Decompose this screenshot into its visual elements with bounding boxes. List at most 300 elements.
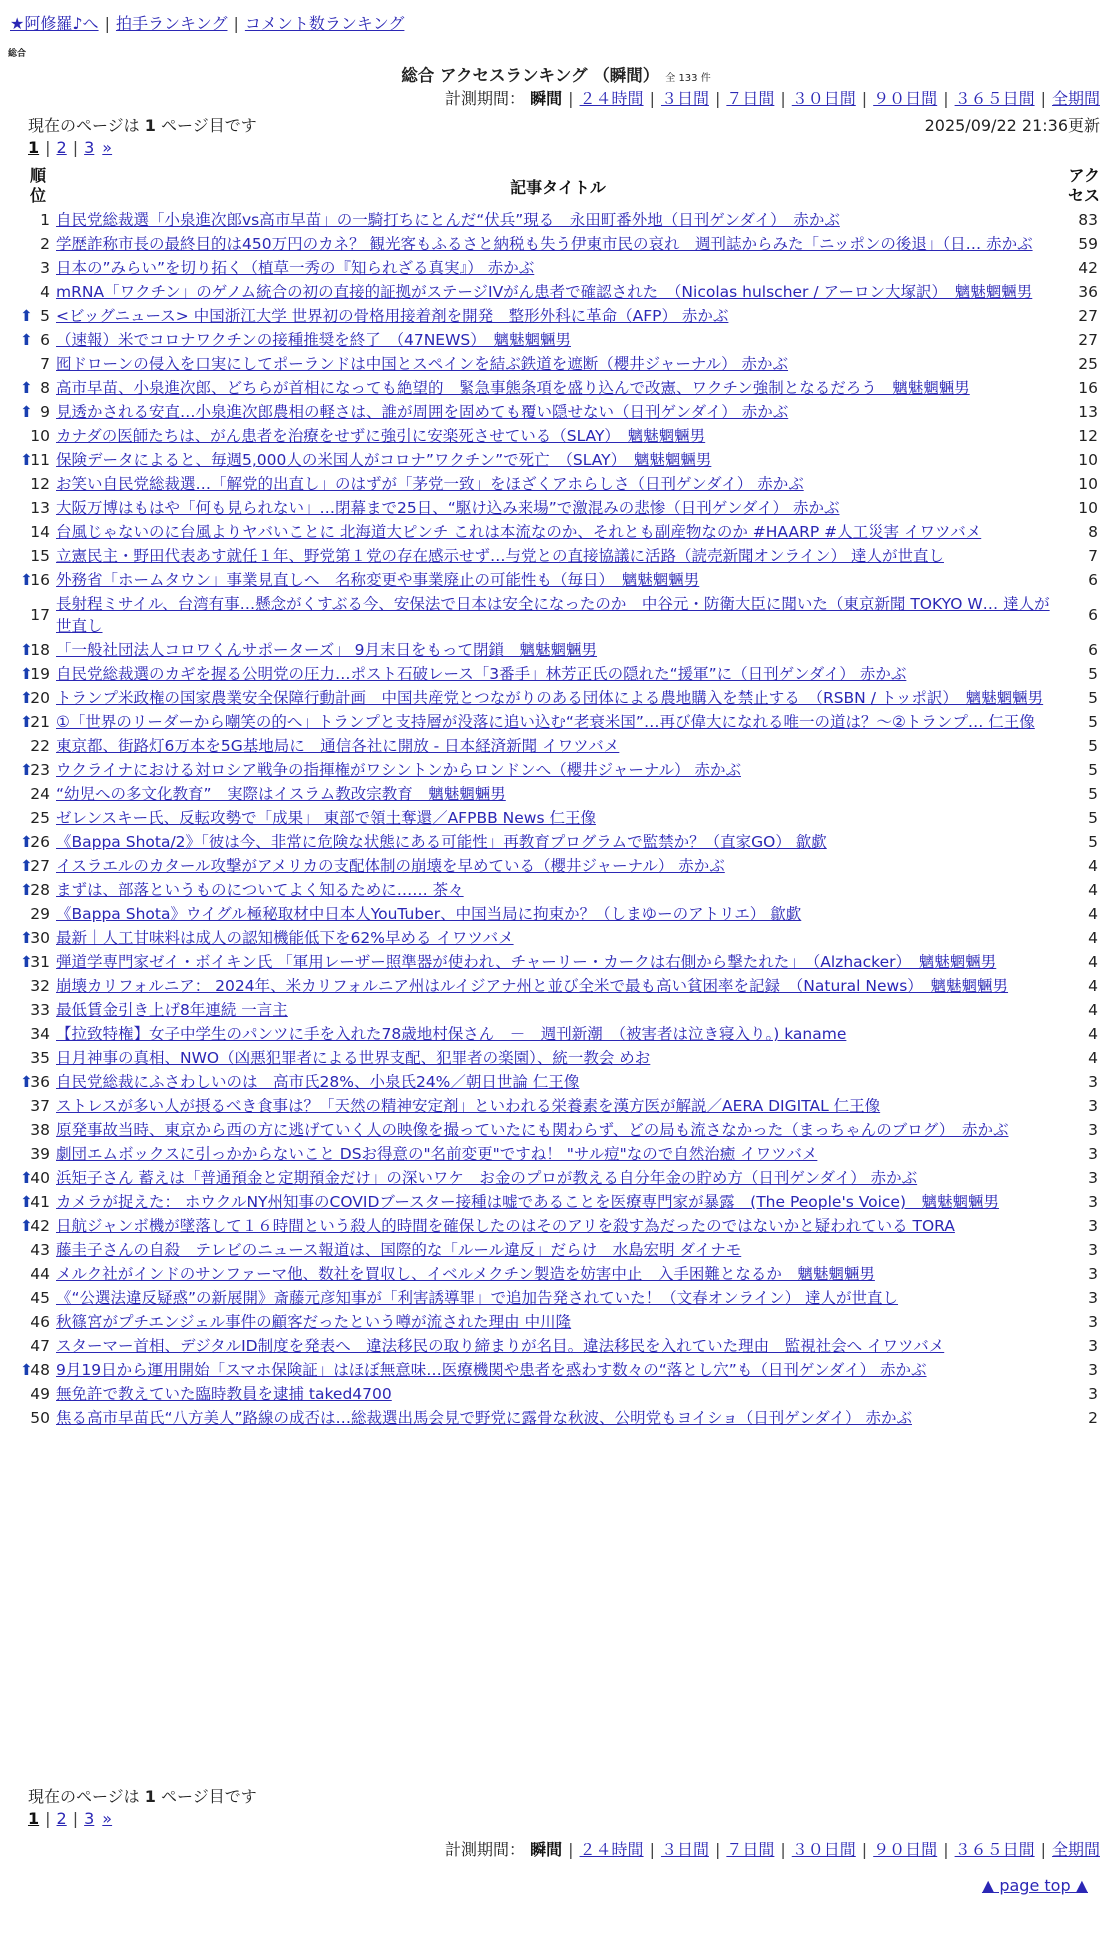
table-row [20, 1262, 1100, 1286]
article-title-link[interactable]: 見透かされる安直…小泉進次郎農相の軽さは、誰が周囲を固めても覆い隠せない（日刊ゲンダイ） 赤かぶ [56, 403, 789, 421]
rank-number: 16 [30, 571, 50, 589]
article-title-link[interactable]: 原発事故当時、東京から西の方に逃げていく人の映像を撮っていたにも関わらず、どの局も流さなかった（まっちゃんのブログ） 赤かぶ [56, 1121, 1009, 1139]
rank-number: 47 [30, 1337, 50, 1355]
table-row [20, 1190, 1100, 1214]
pager-separator: | [45, 1809, 51, 1828]
table-row [20, 496, 1100, 520]
article-title-link[interactable]: 弾道学専門家ゼイ・ボイキン氏 「軍用レーザー照準器が使われ、チャーリー・カークは右側から撃たれた」 （Alzhacker） 魑魅魍魎男 [56, 953, 997, 971]
rank-arrow-cell [20, 782, 30, 806]
table-row [20, 472, 1100, 496]
article-title-cell [56, 1166, 1060, 1190]
access-count: 4 [1088, 1001, 1098, 1019]
table-row [20, 1310, 1100, 1334]
access-count: 3 [1088, 1337, 1098, 1355]
period-link-30d[interactable]: ３０日間 [791, 89, 856, 108]
rank-number: 11 [30, 451, 50, 469]
access-count: 42 [1078, 259, 1098, 277]
rank-number: 3 [40, 259, 50, 277]
article-title-cell [56, 1214, 1060, 1238]
article-title-cell [56, 1334, 1060, 1358]
article-title-cell [56, 806, 1060, 830]
period-separator: | [861, 89, 868, 108]
article-title-cell [56, 544, 1060, 568]
period-separator: | [780, 89, 786, 108]
rank-number: 10 [30, 427, 50, 445]
table-row [20, 208, 1100, 232]
table-row [20, 1118, 1100, 1142]
pager-link-2[interactable]: 2 [56, 1809, 67, 1828]
current-page-text-top [28, 113, 257, 136]
table-row [20, 280, 1100, 304]
article-title-cell [56, 352, 1060, 376]
pager-link-3[interactable]: 3 [84, 1809, 95, 1828]
rank-up-arrow-icon: ⬆ [20, 379, 33, 397]
pager-next[interactable]: » [102, 138, 113, 157]
article-title-cell [56, 568, 1060, 592]
rank-up-arrow-icon: ⬆ [20, 665, 33, 683]
article-title-cell [56, 782, 1060, 806]
article-title-link[interactable]: スターマー首相、デジタルID制度を発表へ 違法移民の取り締まりが名目。違法移民を入れていた理由 監視社会へ イワツバメ [56, 1337, 945, 1355]
article-title-link[interactable]: 秋篠宮がプチエンジェル事件の顧客だったという噂が流された理由 中川隆 [56, 1313, 572, 1331]
period-link-90d[interactable]: ９０日間 [873, 1840, 938, 1859]
rank-number: 15 [30, 547, 50, 565]
period-link-7d[interactable]: ７日間 [726, 1840, 775, 1859]
rank-number: 34 [30, 1025, 50, 1043]
article-title-link[interactable]: 保険データによると、毎週5,000人の米国人がコロナ”ワクチン”で死亡 （SLAY） 魑魅魍魎男 [56, 451, 712, 469]
rank-number: 48 [30, 1361, 50, 1379]
article-title-link[interactable]: メルク社がインドのサンファーマ他、数社を買収し、イベルメクチン製造を妨害中止 入手困難となるか 魑魅魍魎男 [56, 1265, 875, 1283]
period-separator: | [1040, 1840, 1046, 1859]
total-count: 全 133 件 [665, 73, 711, 84]
rank-arrow-cell [20, 1262, 30, 1286]
rank-up-arrow-icon: ⬆ [20, 713, 33, 731]
period-link-7d[interactable]: ７日間 [726, 89, 775, 108]
rank-arrow-cell [20, 1310, 30, 1334]
article-title-link[interactable]: 東京都、街路灯6万本を5G基地局に 通信各社に開放 - 日本経済新聞 イワツバメ [56, 737, 620, 755]
period-current: 瞬間 [530, 89, 563, 108]
article-title-link[interactable]: 浜矩子さん 蓄えは「普通預金と定期預金だけ」の深いワケ お金のプロが教える自分年金の貯め方（日刊ゲンダイ） 赤かぶ [56, 1169, 918, 1187]
rank-number: 20 [30, 689, 50, 707]
pager-separator: | [72, 1809, 79, 1828]
period-link-365d[interactable]: ３６５日間 [954, 89, 1035, 108]
pager-separator: | [45, 138, 51, 157]
article-title-link[interactable]: ゼレンスキー氏、反転攻勢で「成果」 東部で領土奪還／AFPBB News 仁王像 [56, 809, 596, 827]
article-title-link[interactable]: 外務省「ホームタウン」事業見直しへ 名称変更や事業廃止の可能性も（毎日） 魑魅魍魎男 [56, 571, 700, 589]
article-title-cell [56, 1262, 1060, 1286]
rank-arrow-cell [20, 208, 30, 232]
current-page-prefix: 現在のページは [28, 116, 140, 135]
rank-number: 30 [30, 929, 50, 947]
article-title-cell [56, 1190, 1060, 1214]
rank-number: 5 [40, 307, 50, 325]
article-title-cell [56, 280, 1060, 304]
rank-number: 9 [40, 403, 50, 421]
current-page-suffix: ページ目です [161, 1787, 257, 1806]
access-count: 59 [1078, 235, 1098, 253]
rank-up-arrow-icon: ⬆ [20, 641, 33, 659]
table-row [20, 710, 1100, 734]
rank-number: 32 [30, 977, 50, 995]
table-row [20, 1046, 1100, 1070]
rank-number: 22 [30, 737, 50, 755]
article-title-cell [56, 1046, 1060, 1070]
rank-arrow-cell [20, 1286, 30, 1310]
article-title-link[interactable]: 長射程ミサイル、台湾有事…懸念がくすぶる今、安保法で日本は安全になったのか 中谷元・防衛大臣に聞いた（東京新聞 TOKYO W… 達人が世直し [56, 595, 1050, 635]
access-count: 83 [1078, 211, 1098, 229]
pager-link-2[interactable]: 2 [56, 138, 67, 157]
article-title-cell [56, 1382, 1060, 1406]
article-title-link[interactable]: 日航ジャンボ機が墜落して１６時間という殺人的時間を確保したのはそのアリを殺す為だったのではないかと疑われている TORA [56, 1217, 955, 1235]
access-count: 2 [1088, 1409, 1098, 1427]
access-count: 36 [1078, 283, 1098, 301]
article-title-link[interactable]: mRNA「ワクチン」のゲノム統合の初の直接的証拠がステージIVがん患者で確認された （Nicolas hulscher / アーロン大塚訳） 魑魅魍魎男 [56, 283, 1033, 301]
table-row [20, 328, 1100, 352]
access-count: 3 [1088, 1193, 1098, 1211]
period-selector-bottom [445, 1837, 1100, 1860]
access-count: 3 [1088, 1289, 1098, 1307]
table-row [20, 424, 1100, 448]
ranking-rows [20, 208, 1100, 1430]
access-count: 10 [1078, 499, 1098, 517]
access-count: 4 [1088, 953, 1098, 971]
article-title-cell [56, 638, 1060, 662]
article-title-link[interactable]: ウクライナにおける対ロシア戦争の指揮権がワシントンからロンドンへ（櫻井ジャーナル） 赤かぶ [56, 761, 741, 779]
access-count: 5 [1088, 833, 1098, 851]
article-title-link[interactable]: ①「世界のリーダーから嘲笑の的へ」トランプと支持層が没落に追い込む“老衰米国”…再び偉大になれる唯一の道は？～②トランプ… 仁王像 [56, 713, 1035, 731]
access-count: 3 [1088, 1361, 1098, 1379]
article-title-cell [56, 878, 1060, 902]
rank-up-arrow-icon: ⬆ [20, 403, 33, 421]
access-count: 4 [1088, 929, 1098, 947]
rank-number: 21 [30, 713, 50, 731]
period-separator: | [568, 89, 574, 108]
rank-up-arrow-icon: ⬆ [20, 857, 33, 875]
rank-arrow-cell [20, 902, 30, 926]
access-count: 5 [1088, 737, 1098, 755]
article-title-link[interactable]: カナダの医師たちは、がん患者を治療をせずに強引に安楽死させている（SLAY） 魑魅魍魎男 [56, 427, 706, 445]
period-link-30d[interactable]: ３０日間 [791, 1840, 856, 1859]
clap-ranking-link[interactable]: 拍手ランキング [115, 14, 228, 33]
article-title-link[interactable]: お笑い自民党総裁選…「解党的出直し」のはずが「茅党一致」をほざくアホらしさ（日刊ゲンダイ） 赤かぶ [56, 475, 804, 493]
rank-arrow-cell [20, 1382, 30, 1406]
rank-number: 37 [30, 1097, 50, 1115]
rank-arrow-cell [20, 592, 30, 638]
access-count: 5 [1088, 689, 1098, 707]
article-title-link[interactable]: 9月19日から運用開始「スマホ保険証」はほぼ無意味…医療機関や患者を惑わす数々の“落とし穴”も（日刊ゲンダイ） 赤かぶ [56, 1361, 927, 1379]
table-row [20, 568, 1100, 592]
access-count: 5 [1088, 761, 1098, 779]
article-title-cell [56, 472, 1060, 496]
rank-arrow-cell [20, 1046, 30, 1070]
rank-number: 4 [40, 283, 50, 301]
access-header [1060, 164, 1100, 208]
article-title-link[interactable]: （速報）米でコロナワクチンの接種推奨を終了 （47NEWS） 魑魅魍魎男 [56, 331, 572, 349]
nav-separator: | [104, 14, 110, 33]
article-title-link[interactable]: 立憲民主・野田代表あす就任１年、野党第１党の存在感示せず…与党との直接協議に活路（読売新聞オンライン） 達人が世直し [56, 547, 944, 565]
period-separator: | [780, 1840, 786, 1859]
access-count: 16 [1078, 379, 1098, 397]
article-title-cell [56, 1022, 1060, 1046]
table-row [20, 1214, 1100, 1238]
article-title-link[interactable]: 藤圭子さんの自殺 テレビのニュース報道は、国際的な「ルール違反」だらけ 水島宏明 ダイナモ [56, 1241, 742, 1259]
article-title-cell [56, 710, 1060, 734]
access-count: 6 [1088, 571, 1098, 589]
period-separator: | [649, 89, 655, 108]
table-row [20, 1358, 1100, 1382]
rank-up-arrow-icon: ⬆ [20, 1169, 33, 1187]
rank-arrow-cell [20, 1142, 30, 1166]
access-count: 7 [1088, 547, 1098, 565]
period-separator: | [714, 1840, 721, 1859]
period-link-90d[interactable]: ９０日間 [873, 89, 938, 108]
rank-arrow-cell [20, 520, 30, 544]
rank-number: 7 [40, 355, 50, 373]
article-title-link[interactable]: 学歴詐称市長の最終目的は450万円のカネ？ 観光客もふるさと納税も失う伊東市民の哀れ 週刊誌からみた「ニッポンの後退」（日… 赤かぶ [56, 235, 1033, 253]
rank-number: 28 [30, 881, 50, 899]
rank-number: 1 [40, 211, 50, 229]
article-title-cell [56, 974, 1060, 998]
rank-number: 49 [30, 1385, 50, 1403]
period-link-365d[interactable]: ３６５日間 [954, 1840, 1035, 1859]
table-row [20, 974, 1100, 998]
rank-number: 13 [30, 499, 50, 517]
article-title-cell [56, 520, 1060, 544]
access-count: 5 [1088, 713, 1098, 731]
article-title-link[interactable]: 「一般社団法人コロワくんサポーターズ」 9月末日をもって閉鎖 魑魅魍魎男 [56, 641, 598, 659]
table-row [20, 758, 1100, 782]
page-top-link[interactable]: ▲ page top ▲ [981, 1876, 1088, 1895]
table-row [20, 1142, 1100, 1166]
rank-number: 45 [30, 1289, 50, 1307]
access-count: 4 [1088, 1049, 1098, 1067]
rank-number: 36 [30, 1073, 50, 1091]
rank-arrow-cell [20, 1118, 30, 1142]
article-title-link[interactable]: 崩壊カリフォルニア： 2024年、米カリフォルニア州はルイジアナ州と並び全米で最も高い貧困率を記録 （Natural News） 魑魅魍魎男 [56, 977, 1009, 995]
rank-number: 39 [30, 1145, 50, 1163]
article-title-link[interactable]: 焦る高市早苗氏“八方美人”路線の成否は…総裁選出馬会見で野党に露骨な秋波、公明党もヨイショ（日刊ゲンダイ） 赤かぶ [56, 1409, 912, 1427]
article-title-link[interactable]: 自民党総裁選「小泉進次郎vs高市早苗」の一騎打ちにとんだ“伏兵”現る 永田町番外地（日刊ゲンダイ） 赤かぶ [56, 211, 840, 229]
table-row [20, 1094, 1100, 1118]
rank-number: 42 [30, 1217, 50, 1235]
rank-up-arrow-icon: ⬆ [20, 689, 33, 707]
rank-number: 12 [30, 475, 50, 493]
access-count: 5 [1088, 785, 1098, 803]
access-count: 3 [1088, 1241, 1098, 1259]
rank-header [20, 164, 56, 208]
rank-number: 33 [30, 1001, 50, 1019]
article-title-link[interactable]: 日本の”みらい”を切り拓く（植草一秀の『知られざる真実』） 赤かぶ [56, 259, 535, 277]
table-row [20, 878, 1100, 902]
article-title-cell [56, 854, 1060, 878]
rank-number: 19 [30, 665, 50, 683]
rank-arrow-cell [20, 1238, 30, 1262]
rank-number: 14 [30, 523, 50, 541]
rank-arrow-cell [20, 280, 30, 304]
table-row [20, 782, 1100, 806]
article-title-link[interactable]: 最新｜人工甘味料は成人の認知機能低下を62%早める イワツバメ [56, 929, 514, 947]
rank-up-arrow-icon: ⬆ [20, 331, 33, 349]
rank-number: 24 [30, 785, 50, 803]
article-title-link[interactable]: 《Bappa Shota》ウイグル極秘取材中日本人YouTuber、中国当局に拘束か？（しまゆーのアトリエ） 歙歔 [56, 905, 802, 923]
home-link[interactable]: ★阿修羅♪へ [10, 14, 99, 33]
rank-up-arrow-icon: ⬆ [20, 451, 33, 469]
table-row [20, 1070, 1100, 1094]
access-count: 3 [1088, 1385, 1098, 1403]
table-row [20, 806, 1100, 830]
page-title-row [0, 62, 1112, 86]
table-row [20, 352, 1100, 376]
current-page-prefix: 現在のページは [28, 1787, 140, 1806]
table-row [20, 1022, 1100, 1046]
article-title-link[interactable]: <ビッグニュース> 中国浙江大学 世界初の骨格用接着剤を開発 整形外科に革命（AFP） 赤かぶ [56, 307, 729, 325]
period-link-all[interactable]: 全期間 [1051, 89, 1100, 108]
period-separator: | [568, 1840, 574, 1859]
rank-up-arrow-icon: ⬆ [20, 1073, 33, 1091]
rank-up-arrow-icon: ⬆ [20, 1361, 33, 1379]
article-title-cell [56, 1118, 1060, 1142]
article-title-link[interactable]: トランプ米政権の国家農業安全保障行動計画 中国共産党とつながりのある団体による農地購入を禁止する （RSBN / トッポ訳） 魑魅魍魎男 [56, 689, 1044, 707]
article-title-link[interactable]: 自民党総裁選のカギを握る公明党の圧力…ポスト石破レース「3番手」林芳正氏の隠れた“援軍”に（日刊ゲンダイ） 赤かぶ [56, 665, 907, 683]
access-count: 10 [1078, 475, 1098, 493]
article-title-link[interactable]: 大阪万博はもはや「何も見られない」…閉幕まで25日、“駆け込み来場”で激混みの悲惨（日刊ゲンダイ） 赤かぶ [56, 499, 840, 517]
article-title-cell [56, 950, 1060, 974]
category-label: 総合 [8, 49, 27, 59]
rank-number: 41 [30, 1193, 50, 1211]
article-title-cell [56, 424, 1060, 448]
table-row [20, 830, 1100, 854]
article-title-cell [56, 232, 1060, 256]
article-title-link[interactable]: 高市早苗、小泉進次郎、どちらが首相になっても絶望的 緊急事態条項を盛り込んで改憲、ワクチン強制となるだろう 魑魅魍魎男 [56, 379, 970, 397]
pager-current: 1 [28, 138, 40, 157]
period-link-24h[interactable]: ２４時間 [579, 1840, 644, 1859]
article-title-link[interactable]: 台風じゃないのに台風よりヤバいことに 北海道大ピンチ これは本流なのか、それとも副産物なのか #HAARP #人工災害 イワツバメ [56, 523, 982, 541]
article-title-cell [56, 758, 1060, 782]
period-separator: | [714, 89, 721, 108]
rank-up-arrow-icon: ⬆ [20, 307, 33, 325]
rank-up-arrow-icon: ⬆ [20, 1217, 33, 1235]
rank-arrow-cell [20, 472, 30, 496]
table-row [20, 304, 1100, 328]
article-title-cell [56, 902, 1060, 926]
access-count: 5 [1088, 665, 1098, 683]
article-title-link[interactable]: “幼児への多文化教育” 実際はイスラム教改宗教育 魑魅魍魎男 [56, 785, 506, 803]
access-count: 4 [1088, 857, 1098, 875]
access-count: 3 [1088, 1265, 1098, 1283]
comment-ranking-link[interactable]: コメント数ランキング [244, 14, 405, 33]
pager-next[interactable]: » [102, 1809, 113, 1828]
article-title-link[interactable]: イスラエルのカタール攻撃がアメリカの支配体制の崩壊を早めている（櫻井ジャーナル） 赤かぶ [56, 857, 725, 875]
access-count: 3 [1088, 1145, 1098, 1163]
article-title-link[interactable]: カメラが捉えた： ホウクルNY州知事のCOVIDブースター接種は嘘であることを医療専門家が暴露 (The People's Voice) 魑魅魍魎男 [56, 1193, 1000, 1211]
rank-arrow-cell [20, 496, 30, 520]
period-link-3d[interactable]: ３日間 [660, 1840, 709, 1859]
rank-arrow-cell [20, 806, 30, 830]
article-title-cell [56, 256, 1060, 280]
table-row [20, 520, 1100, 544]
table-header-row [20, 164, 1100, 208]
pagination-top [28, 138, 112, 157]
access-count: 10 [1078, 451, 1098, 469]
rank-number: 27 [30, 857, 50, 875]
article-title-link[interactable]: 【拉致特権】女子中学生のパンツに手を入れた78歳地村保さん － 週刊新潮 （被害者は泣き寝入り。) kaname [56, 1025, 847, 1043]
rank-up-arrow-icon: ⬆ [20, 881, 33, 899]
rank-arrow-cell [20, 424, 30, 448]
period-link-24h[interactable]: ２４時間 [579, 89, 644, 108]
table-row [20, 1334, 1100, 1358]
rank-up-arrow-icon: ⬆ [20, 571, 33, 589]
article-title-cell [56, 926, 1060, 950]
article-title-link[interactable]: 最低賃金引き上げ8年連続 一言主 [56, 1001, 288, 1019]
article-title-link[interactable]: 囮ドローンの侵入を口実にしてポーランドは中国とスペインを結ぶ鉄道を遮断（櫻井ジャーナル） 赤かぶ [56, 355, 789, 373]
access-count: 27 [1078, 307, 1098, 325]
table-row [20, 376, 1100, 400]
rank-arrow-cell [20, 352, 30, 376]
access-count: 3 [1088, 1121, 1098, 1139]
period-link-all[interactable]: 全期間 [1051, 1840, 1100, 1859]
access-count: 27 [1078, 331, 1098, 349]
current-page-number: 1 [144, 116, 156, 135]
rank-number: 18 [30, 641, 50, 659]
article-title-cell [56, 400, 1060, 424]
access-count: 3 [1088, 1217, 1098, 1235]
access-count: 3 [1088, 1097, 1098, 1115]
article-title-cell [56, 734, 1060, 758]
article-title-cell [56, 662, 1060, 686]
rank-number: 17 [30, 606, 50, 624]
article-title-cell [56, 1310, 1060, 1334]
article-title-cell [56, 304, 1060, 328]
period-separator: | [649, 1840, 655, 1859]
article-title-cell [56, 1238, 1060, 1262]
article-title-link[interactable]: 《Bappa Shota/2》「彼は今、非常に危険な状態にある可能性」再教育プログラムで監禁か？（直家GO） 歙歔 [56, 833, 827, 851]
article-title-cell [56, 686, 1060, 710]
article-title-cell [56, 328, 1060, 352]
article-title-link[interactable]: 劇団エムボックスに引っかからないこと DSお得意の"名前変更"ですね！ "サル痘"なので自然治癒 イワツバメ [56, 1145, 818, 1163]
rank-arrow-cell [20, 734, 30, 758]
period-current: 瞬間 [530, 1840, 563, 1859]
article-title-cell [56, 1286, 1060, 1310]
rank-number: 44 [30, 1265, 50, 1283]
access-count: 3 [1088, 1313, 1098, 1331]
table-row [20, 1286, 1100, 1310]
article-title-link[interactable]: ストレスが多い人が摂るべき食事は？「天然の精神安定剤」といわれる栄養素を漢方医が解説／AERA DIGITAL 仁王像 [56, 1097, 881, 1115]
article-title-link[interactable]: 《“公選法違反疑惑”の新展開》斎藤元彦知事が「利害誘導罪」で追加告発されていた！（文春オンライン） 達人が世直し [56, 1289, 899, 1307]
table-row [20, 998, 1100, 1022]
article-title-link[interactable]: 日月神事の真相、NWO（凶悪犯罪者による世界支配、犯罪者の楽園）、統一教会 めお [56, 1049, 651, 1067]
period-link-3d[interactable]: ３日間 [660, 89, 709, 108]
access-count: 8 [1088, 523, 1098, 541]
access-count: 25 [1078, 355, 1098, 373]
rank-number: 25 [30, 809, 50, 827]
rank-up-arrow-icon: ⬆ [20, 929, 33, 947]
article-title-cell [56, 592, 1060, 638]
table-row [20, 256, 1100, 280]
article-title-link[interactable]: 自民党総裁にふさわしいのは 高市氏28%、小泉氏24%／朝日世論 仁王像 [56, 1073, 580, 1091]
top-nav [10, 11, 404, 34]
pager-link-3[interactable]: 3 [84, 138, 95, 157]
rank-arrow-cell [20, 1022, 30, 1046]
article-title-link[interactable]: 無免許で教えていた臨時教員を逮捕 taked4700 [56, 1385, 392, 1403]
article-title-cell [56, 376, 1060, 400]
article-title-cell [56, 1142, 1060, 1166]
table-row [20, 232, 1100, 256]
rank-arrow-cell [20, 1094, 30, 1118]
period-separator: | [943, 1840, 949, 1859]
article-title-link[interactable]: まずは、部落というものについてよく知るために…… 茶々 [56, 881, 464, 899]
table-row [20, 448, 1100, 472]
period-label: 計測期間： [445, 89, 526, 108]
rank-number: 35 [30, 1049, 50, 1067]
